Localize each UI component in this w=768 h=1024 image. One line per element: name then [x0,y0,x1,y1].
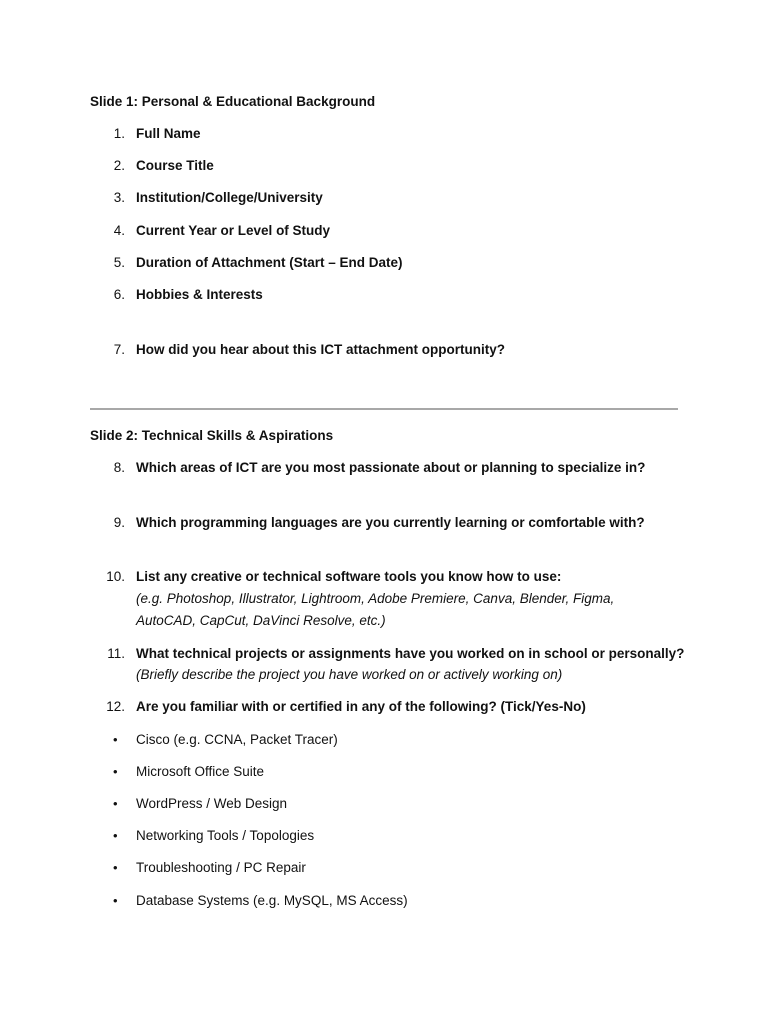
list-number: 5. [113,255,125,270]
bullet-dot: • [113,796,118,811]
slide2-heading: Slide 2: Technical Skills & Aspirations [90,428,334,443]
question-technical-projects: What technical projects or assignments have you worked on in school or personally? [136,646,685,661]
bullet-dot: • [113,764,118,779]
technical-projects-note: (Briefly describe the project you have worked on or actively working on) [136,667,563,682]
question-certifications: Are you familiar with or certified in any of the following? (Tick/Yes-No) [136,699,586,714]
list-number: 4. [113,223,125,238]
list-number: 11. [107,646,125,661]
software-tools-note: (e.g. Photoshop, Illustrator, Lightroom, Adobe Premiere, Canva, Blender, Figma, [136,591,615,606]
list-number: 6. [113,287,125,302]
question-current-year: Current Year or Level of Study [136,223,331,238]
list-number: 8. [113,460,125,475]
question-programming-languages: Which programming languages are you currently learning or comfortable with? [136,515,645,530]
list-number: 9. [113,515,125,530]
bullet-dot: • [113,828,118,843]
question-full-name: Full Name [136,126,201,141]
list-number: 3. [113,190,125,205]
question-hear-about: How did you hear about this ICT attachment opportunity? [136,342,505,357]
list-item: Troubleshooting / PC Repair [136,860,306,875]
slide1-heading: Slide 1: Personal & Educational Background [90,94,376,109]
list-number: 2. [113,158,125,173]
question-course-title: Course Title [136,158,214,173]
list-number: 12. [106,699,125,714]
question-hobbies: Hobbies & Interests [136,287,263,302]
list-item: Cisco (e.g. CCNA, Packet Tracer) [136,732,338,747]
list-item: Networking Tools / Topologies [136,828,315,843]
section-divider [90,408,678,410]
question-institution: Institution/College/University [136,190,323,205]
bullet-dot: • [113,732,118,747]
list-item: Database Systems (e.g. MySQL, MS Access) [136,893,408,908]
question-duration: Duration of Attachment (Start – End Date) [136,255,403,270]
bullet-dot: • [113,893,118,908]
software-tools-note: AutoCAD, CapCut, DaVinci Resolve, etc.) [136,613,386,628]
list-number: 1. [113,126,125,141]
list-number: 7. [113,342,125,357]
list-number: 10. [106,569,125,584]
list-item: WordPress / Web Design [136,796,288,811]
list-item: Microsoft Office Suite [136,764,265,779]
question-software-tools: List any creative or technical software tools you know how to use: [136,569,562,584]
question-ict-areas: Which areas of ICT are you most passionate about or planning to specialize in? [136,460,646,475]
bullet-dot: • [113,860,118,875]
